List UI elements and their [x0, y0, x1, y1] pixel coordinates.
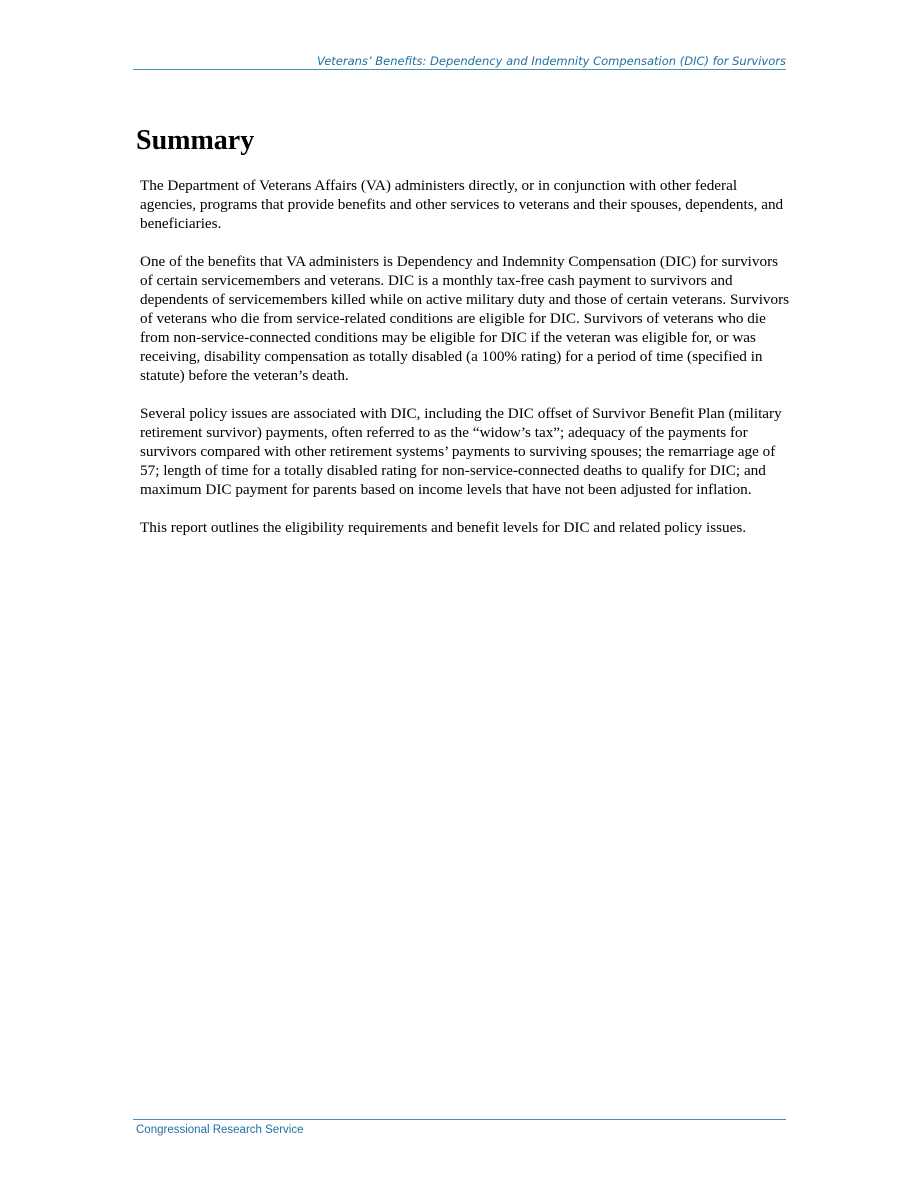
page-title: Summary: [136, 125, 255, 156]
header-divider: [133, 69, 786, 70]
summary-paragraph: Several policy issues are associated with DIC, including the DIC offset of Survivor Benefit Plan (military retirement survivor) payments, often referred to as the “widow’s tax”; adequacy of the payments for survivors compared with other retirement systems’ payments to surviving spouses; the remarriage age of 57; length of time for a totally disabled rating for non-service-connected deaths to qualify for DIC; and maximum DIC payment for parents based on income levels that have not been adjusted for inflation.: [140, 405, 782, 498]
summary-paragraph: The Department of Veterans Affairs (VA) administers directly, or in conjunction with other federal agencies, programs that provide benefits and other services to veterans and their spouses, dependents, and beneficiaries.: [140, 177, 784, 232]
summary-paragraph: This report outlines the eligibility requirements and benefit levels for DIC and related policy issues.: [140, 519, 747, 536]
summary-body: [140, 176, 790, 556]
footer-organization: Congressional Research Service: [136, 1124, 304, 1136]
running-header: Veterans’ Benefits: Dependency and Indemnity Compensation (DIC) for Survivors: [317, 54, 786, 68]
summary-paragraph: One of the benefits that VA administers is Dependency and Indemnity Compensation (DIC) for survivors of certain servicemembers and veterans. DIC is a monthly tax-free cash payment to survivors and dependents of servicemembers killed while on active military duty and those of certain veterans. Survivors of veterans who die from service-related conditions are eligible for DIC. Survivors of veterans who die from non-service-connected conditions may be eligible for DIC if the veteran was eligible for, or was receiving, disability compensation as totally disabled (a 100% rating) for a period of time (specified in statute) before the veteran’s death.: [140, 253, 790, 384]
footer-divider: [133, 1119, 786, 1120]
